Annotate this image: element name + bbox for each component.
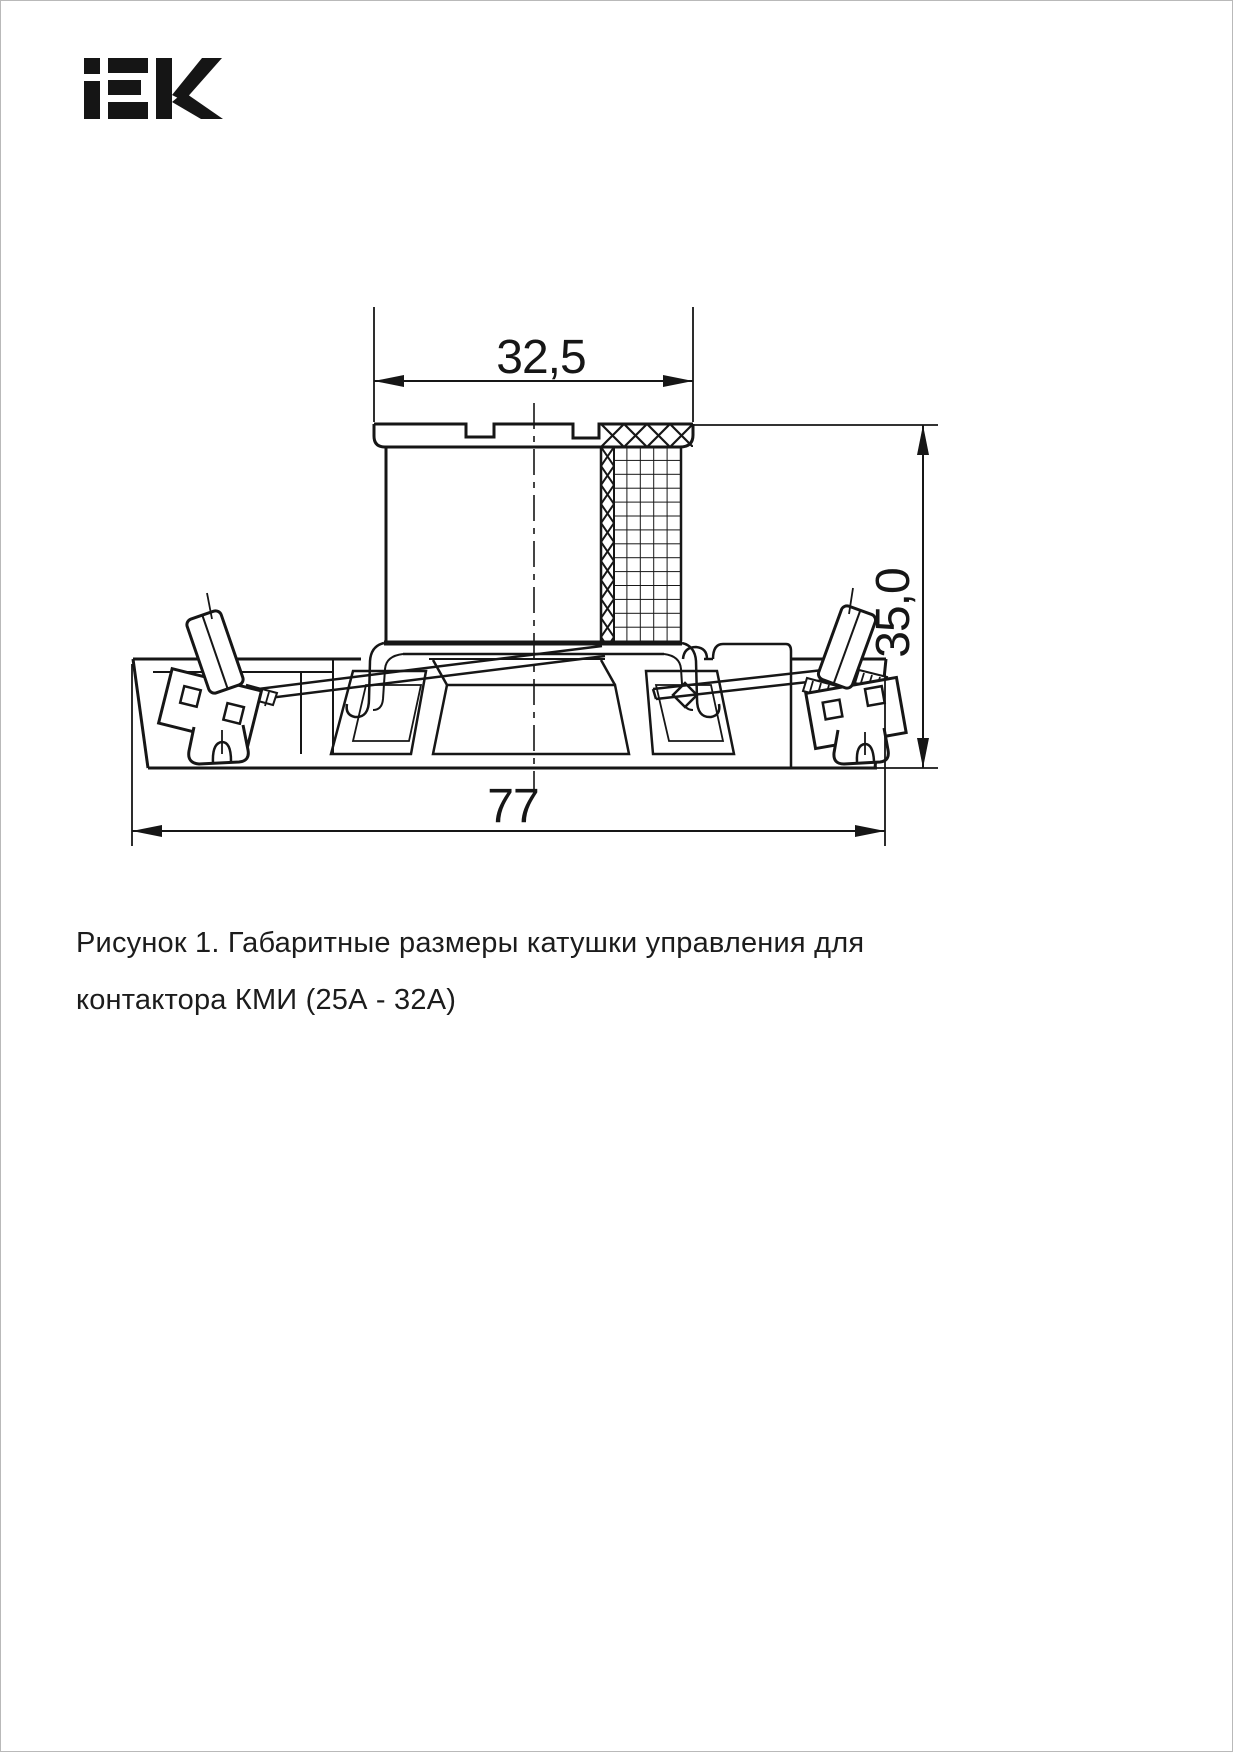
pedestal-right-slant: [601, 660, 615, 685]
dim-bottom-arrow-left: [132, 825, 162, 837]
caption-line-1: Рисунок 1. Габаритные размеры катушки управления для: [76, 927, 865, 959]
dim-bottom-width-label: 77: [487, 780, 539, 833]
winding-top-crosshatch: [601, 424, 693, 447]
technical-drawing: [1, 1, 1233, 1752]
winding-side-crosshatch: [601, 447, 614, 641]
dim-height-arrow-top: [917, 425, 929, 455]
center-window: [433, 685, 629, 754]
dim-height-arrow-bottom: [917, 738, 929, 768]
figure-caption: [76, 915, 976, 1029]
caption-line-2: контактора КМИ (25А - 32А): [76, 984, 457, 1016]
winding-grid-section: [614, 447, 681, 641]
dim-top-arrow-left: [374, 375, 404, 387]
dim-top-arrow-right: [663, 375, 693, 387]
dim-bottom-arrow-right: [855, 825, 885, 837]
clip-left-hook-outer: [347, 643, 384, 717]
pedestal-left-slant: [433, 660, 447, 685]
left-window-inner: [353, 685, 421, 741]
dim-top-width-label: 32,5: [496, 331, 586, 384]
dim-height-label: 35,0: [867, 568, 920, 658]
terminal-left: [159, 593, 605, 764]
base-left-edge: [133, 659, 148, 768]
